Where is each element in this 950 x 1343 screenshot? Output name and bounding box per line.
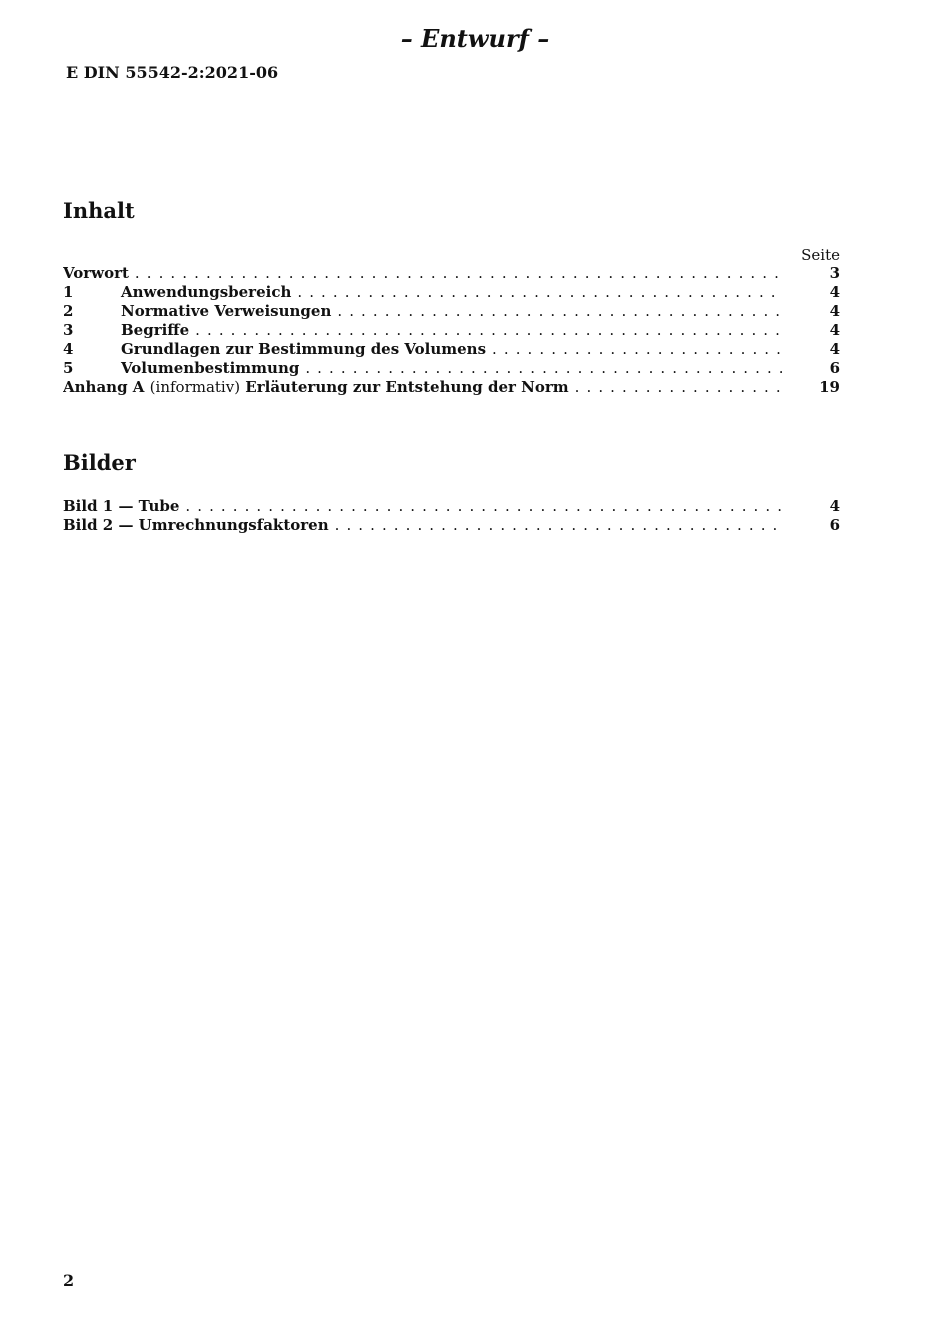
table-of-contents [63, 264, 840, 397]
toc-entry-number: 1 [63, 283, 74, 301]
annex-heading: Erläuterung zur Entstehung der Norm [245, 378, 569, 396]
toc-entry-title: Grundlagen zur Bestimmung des Volumens [121, 340, 487, 358]
toc-entry-title: Volumenbestimmung [121, 359, 300, 377]
figure-entry-page: 6 [829, 516, 840, 534]
toc-entry-title: Normative Verweisungen [121, 302, 332, 320]
toc-entry-page: 6 [829, 359, 840, 377]
dot-leader [305, 359, 782, 378]
toc-entry-page: 4 [829, 321, 840, 339]
toc-entry-number: 5 [63, 359, 74, 377]
toc-entry-annex-a[interactable] [63, 378, 840, 397]
toc-entry-foreword[interactable] [63, 264, 840, 283]
toc-entry-page: 3 [829, 264, 840, 282]
dot-leader [135, 264, 782, 283]
toc-entry-terms[interactable] [63, 321, 840, 340]
dot-leader [185, 497, 782, 516]
toc-entry-title: Begriffe [121, 321, 190, 339]
page-number: 2 [63, 1271, 75, 1290]
toc-entry-scope[interactable] [63, 283, 840, 302]
toc-entry-title: Anwendungsbereich [121, 283, 292, 301]
figure-entry-page: 4 [829, 497, 840, 515]
list-of-figures [63, 497, 840, 535]
toc-entry-normative-references[interactable] [63, 302, 840, 321]
toc-entry-page: 4 [829, 302, 840, 320]
dot-leader [337, 302, 782, 321]
toc-entry-volume-determination[interactable] [63, 359, 840, 378]
figures-heading: Bilder [63, 450, 136, 475]
toc-entry-number: 4 [63, 340, 74, 358]
toc-entry-page: 4 [829, 283, 840, 301]
annex-title [63, 378, 575, 397]
draft-label: – Entwurf – [400, 24, 550, 53]
toc-entry-page: 19 [819, 378, 840, 396]
dot-leader [297, 283, 782, 302]
toc-entry-number: 3 [63, 321, 74, 339]
toc-entry-fundamentals[interactable] [63, 340, 840, 359]
figure-entry-title: Bild 1 — Tube [63, 497, 180, 515]
dot-leader [335, 516, 782, 535]
dot-leader [195, 321, 782, 340]
toc-heading: Inhalt [63, 198, 135, 223]
annex-type: (informativ) [149, 378, 241, 396]
toc-entry-page: 4 [829, 340, 840, 358]
figure-entry-title: Bild 2 — Umrechnungsfaktoren [63, 516, 329, 534]
document-id: E DIN 55542-2:2021-06 [66, 63, 279, 82]
figure-entry-1[interactable] [63, 497, 840, 516]
figure-entry-2[interactable] [63, 516, 840, 535]
dot-leader [575, 378, 782, 397]
annex-label: Anhang A [63, 378, 145, 396]
dot-leader [492, 340, 782, 359]
toc-entry-title: Vorwort [63, 264, 129, 282]
toc-entry-number: 2 [63, 302, 74, 320]
page-column-label: Seite [801, 246, 840, 264]
